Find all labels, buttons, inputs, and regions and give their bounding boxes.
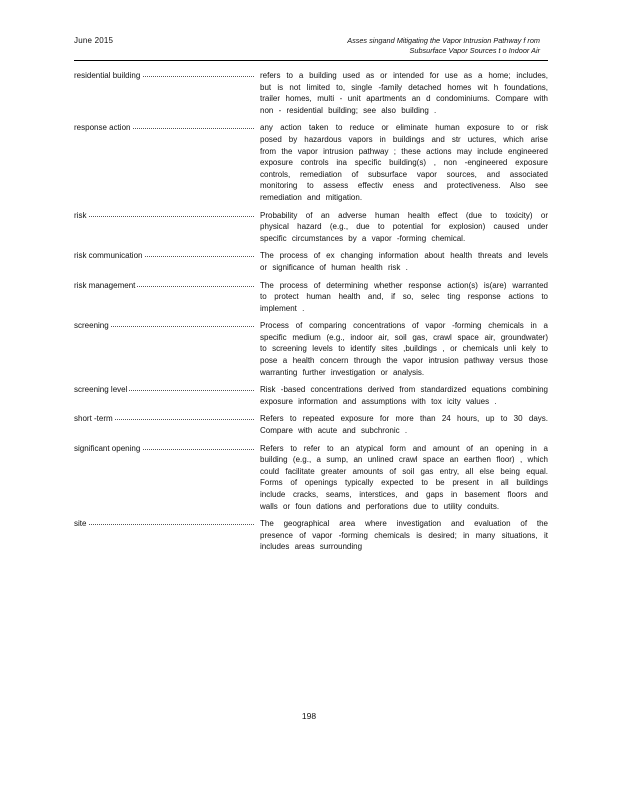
- glossary-term: [74, 413, 260, 436]
- glossary-entry: [74, 210, 548, 245]
- glossary-term-text: risk communication: [74, 251, 143, 261]
- glossary-definition: The process of ex changing information about health threats and levels or significance of human health risk .: [260, 251, 548, 272]
- glossary-term: [74, 443, 260, 513]
- glossary-entry: [74, 70, 548, 116]
- glossary-definition: Process of comparing concentrations of vapor -forming chemicals in a specific medium (e.g., indoor air, soil gas, crawl space air, groundwater) to screening levels to identify sites ,buildings , or chemicals unli kely to pose a health concern through the vapor intrusion pathway versus those warranting further investigation or analysis.: [260, 321, 548, 377]
- glossary-definition: The geographical area where investigation and evaluation of the presence of vapor -forming chemicals is desired; in many situations, it includes areas surrounding: [260, 519, 548, 552]
- glossary-entry: [74, 443, 548, 513]
- glossary-entry: [74, 122, 548, 203]
- glossary-entry: [74, 280, 548, 315]
- glossary-term: [74, 70, 260, 116]
- header-title: [300, 36, 540, 56]
- glossary-entry: [74, 413, 548, 436]
- glossary-definition: refers to a building used as or intended for use as a home; includes, but is not limited to, single -family detached homes wit h foundations, trailer homes, multi - unit apartments an d condominiums. Compare with non - residential building; see also building .: [260, 71, 548, 115]
- glossary-term-text: significant opening: [74, 443, 141, 453]
- glossary-term-text: short -term: [74, 414, 113, 424]
- glossary-entries: [74, 70, 548, 559]
- glossary-term-text: site: [74, 519, 87, 529]
- glossary-term: [74, 122, 260, 203]
- glossary-term-text: risk: [74, 210, 87, 220]
- glossary-term-text: screening level: [74, 385, 128, 395]
- leader-dots: [74, 216, 254, 217]
- glossary-term: [74, 280, 260, 315]
- glossary-term-text: response action: [74, 123, 131, 133]
- glossary-definition: any action taken to reduce or eliminate human exposure to or risk posed by hazardous vapors in buildings and str uctures, which arise from the vapor intrusion pathway ; these actions may include engineered exposure controls ina specific building(s) , non -engineered exposure controls, remediation of subsurface vapor sources, and associated monitoring to assess effectiv eness and protectiveness. Also see remediation and mitigation.: [260, 123, 548, 202]
- glossary-term: [74, 320, 260, 378]
- glossary-definition: Probability of an adverse human health effect (due to toxicity) or physical hazard (e.g., due to potential for explosion) caused under specific circumstances by a vapor -forming chemical.: [260, 210, 548, 243]
- header-date: June 2015: [74, 36, 114, 45]
- glossary-definition: The process of determining whether response action(s) is(are) warranted to protect human health and, if so, selec ting response actions to implement .: [260, 280, 548, 313]
- header-rule: [74, 60, 548, 61]
- glossary-definition: Refers to repeated exposure for more than 24 hours, up to 30 days. Compare with acute and subchronic .: [260, 414, 548, 436]
- header-title-line2: Subsurface Vapor Sources t o Indoor Air: [409, 46, 540, 55]
- page-number: 198: [301, 711, 317, 721]
- glossary-term: [74, 250, 260, 273]
- header-title-line1: Asses singand Mitigating the Vapor Intrusion Pathway f rom: [347, 36, 540, 45]
- glossary-entry: [74, 384, 548, 407]
- glossary-term: [74, 210, 260, 245]
- glossary-term: [74, 518, 260, 553]
- glossary-term: [74, 384, 260, 407]
- glossary-entry: [74, 518, 548, 553]
- glossary-term-text: residential building: [74, 71, 141, 80]
- glossary-definition: Risk -based concentrations derived from standardized equations combining exposure information and assumptions with tox icity values .: [260, 385, 548, 406]
- glossary-entry: [74, 320, 548, 378]
- glossary-definition: Refers to refer to an atypical form and amount of an opening in a building (e.g., a sump, an unlined crawl space an earthen floor) , which could facilitate greater amounts of soil gas entry, all else being equal. Forms of openings typically expected to be present in all buildings include cracks, seams, interstices, and gaps in basement floors and walls or foun dations and perforations due to utility conduits.: [260, 443, 548, 511]
- glossary-term-text: screening: [74, 321, 109, 331]
- glossary-term-text: risk management: [74, 280, 136, 290]
- glossary-entry: [74, 250, 548, 273]
- leader-dots: [74, 524, 254, 525]
